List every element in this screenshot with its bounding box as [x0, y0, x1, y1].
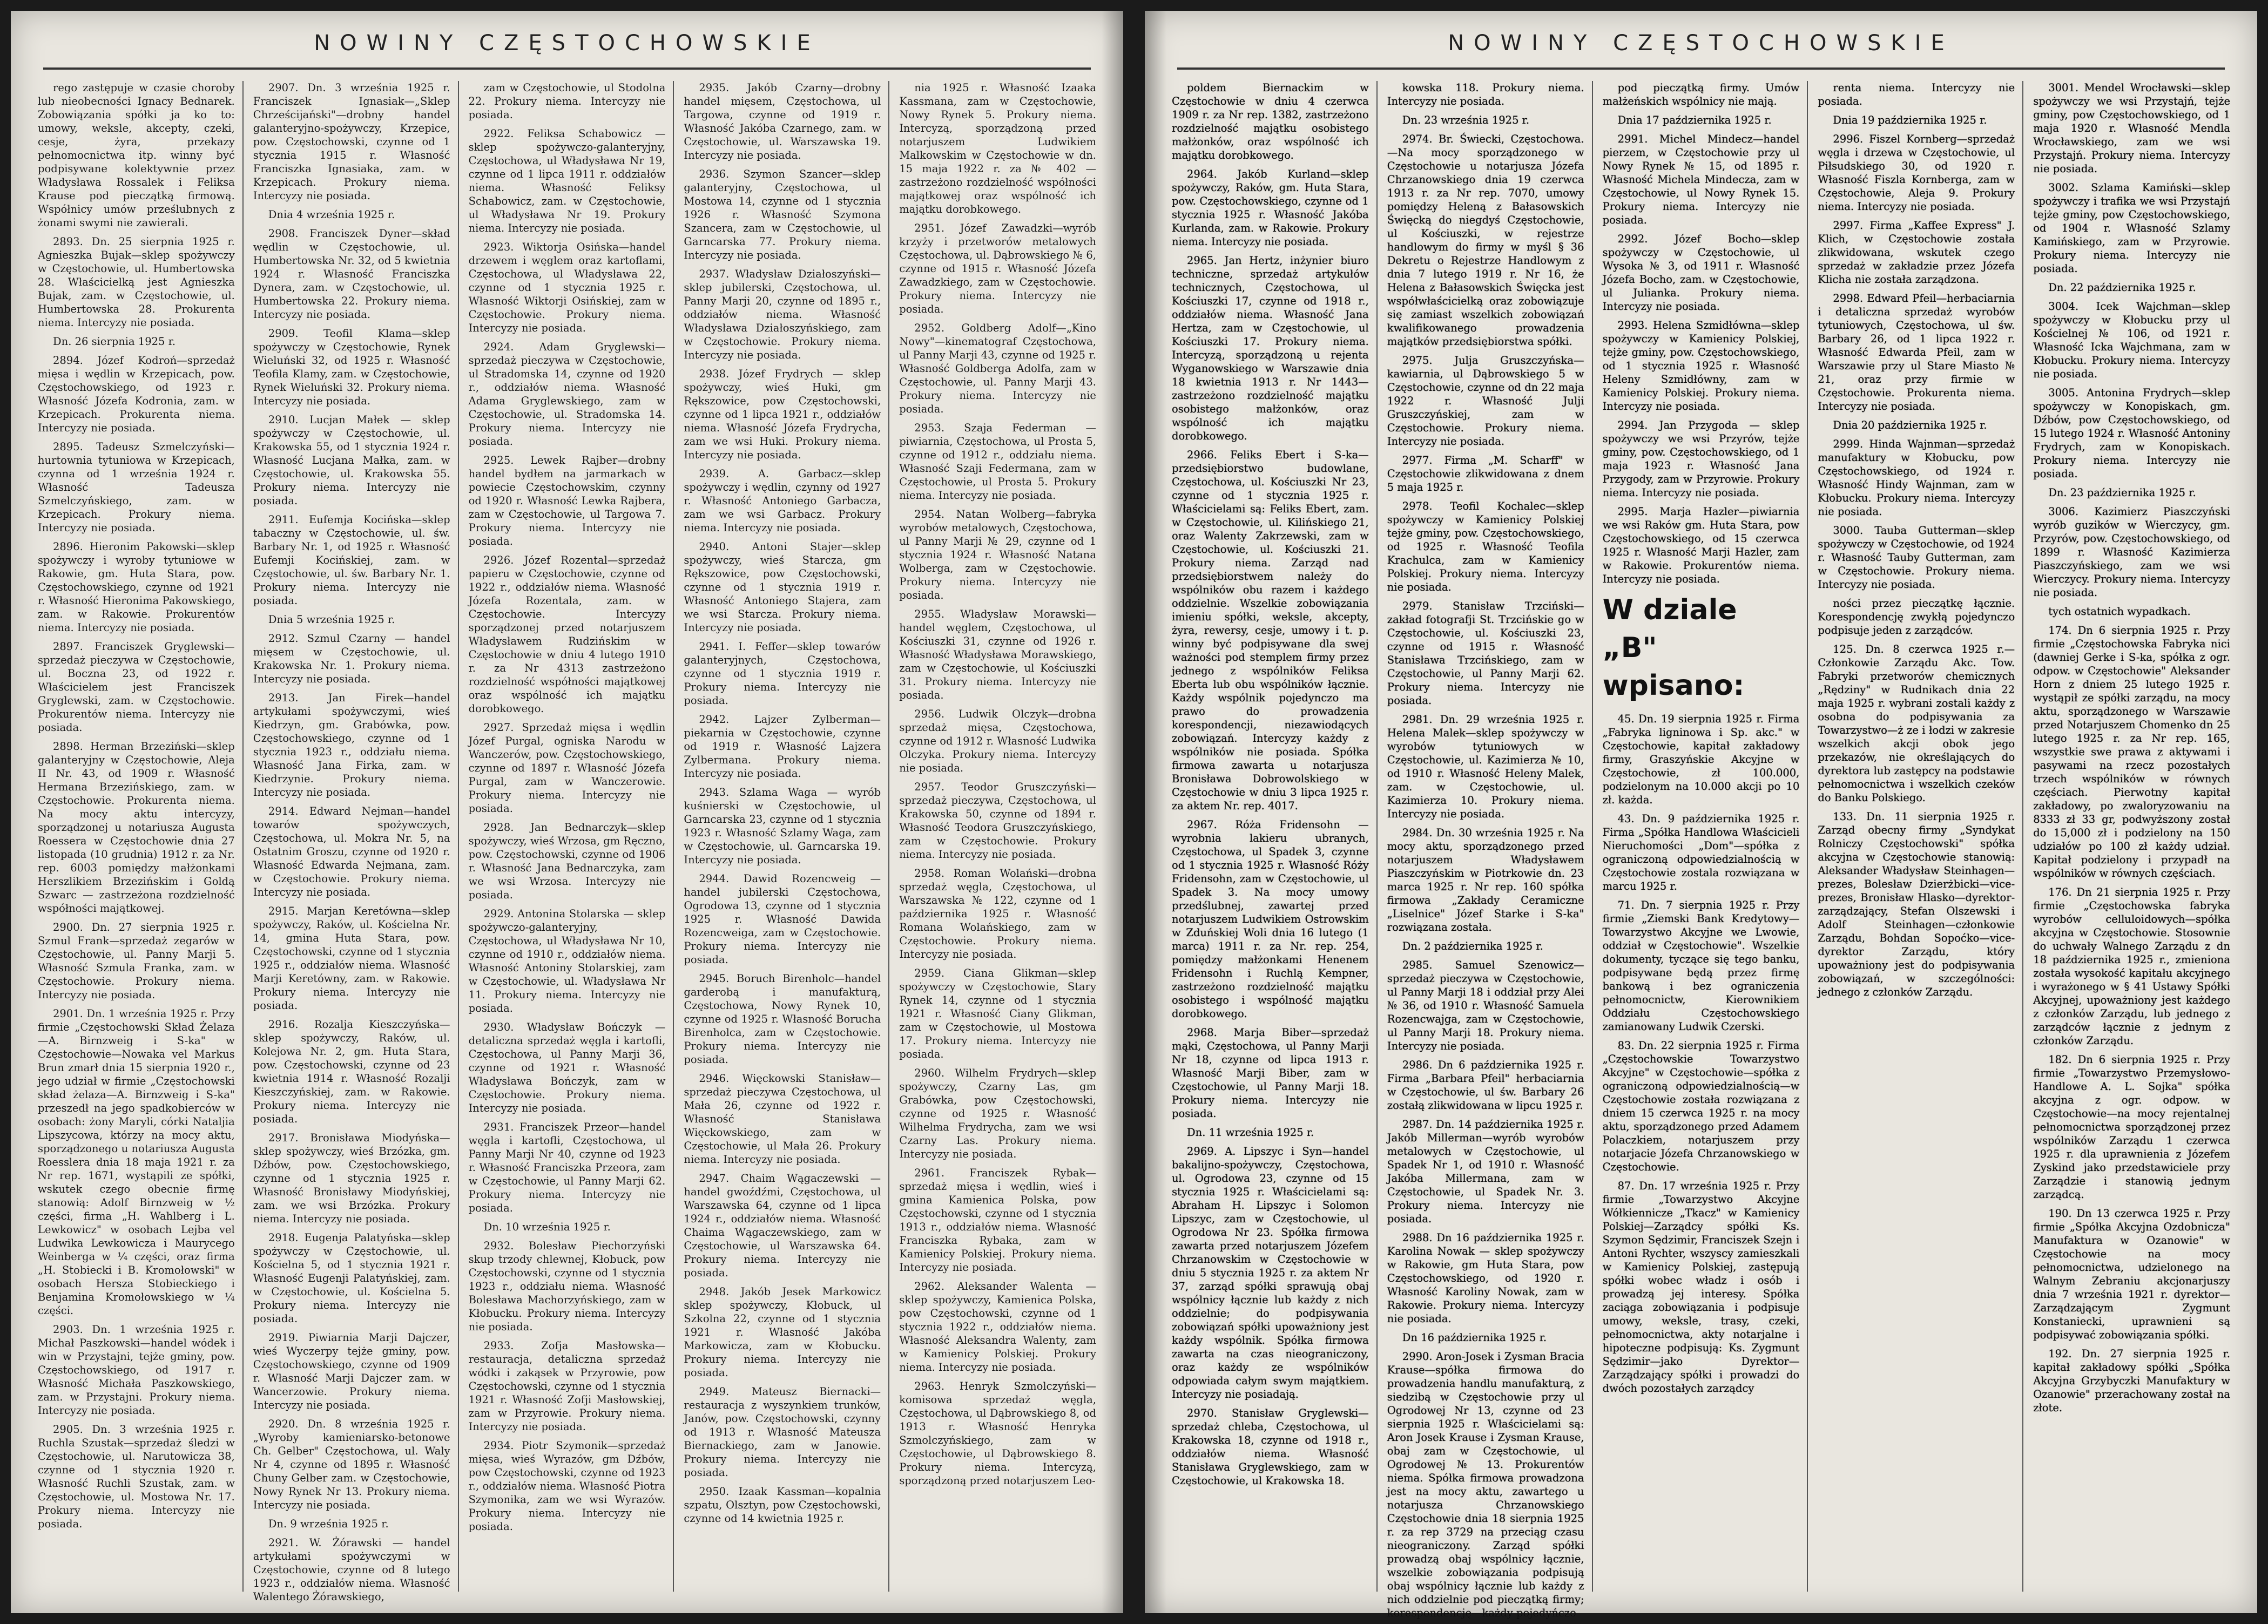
register-entry: 2996. Fiszel Kornberg—sprzedaż węgla i drzewa w Częstochowie, ul Piłsudskiego 30, od 1920 r. Własność Fiszla Kornberga, zam w Częstochowie, Aleja 9. Prokury niema. Intercyzy nie posiada. — [1818, 133, 2015, 213]
register-entry: 2953. Szaja Federman — piwiarnia, Częstochowa, ul Prosta 5, czynne od 1912 r., oddziału niema. Własność Szaji Federmana, zam w Częstochowie, ul Prosta 5. Prokury niema. Intercyzy nie posiada. — [899, 422, 1096, 502]
register-entry: Dn. 9 września 1925 r. — [268, 1518, 389, 1530]
register-entry: kowska 118. Prokury niema. Intercyzy nie posiada. — [1387, 82, 1584, 107]
register-entry: 2945. Boruch Birenholc—handel garderobą i manufakturą, Częstochowa, Nowy Rynek 10, czynne od 1925 r. Własność Borucha Birenholca, zam w Częstochowie. Prokury niema. Intercyzy nie posiada. — [684, 972, 881, 1066]
register-entry: 2921. W. Żórawski — handel artykułami spożywczymi w Częstochowie, czynne od 8 lutego 1923 r., oddziałów niema. Własność Walentego Żórawskiego, — [253, 1537, 450, 1603]
masthead-rule — [1177, 67, 2225, 70]
register-entry: 2954. Natan Wolberg—fabryka wyrobów metalowych, Częstochowa, ul Panny Marji № 29, czynne od 1 stycznia 1924 r. Własność Natana Wolberga, zam w Częstochowie. Prokury niema. Intercyzy nie posiada. — [899, 508, 1096, 601]
register-entry: 2988. Dn 16 października 1925 r. Karolina Nowak — sklep spożywczy w Rakowie, gm Huta Stara, pow Częstochowskiego, od 1920 r. Własność Karoliny Nowak, zam w Rakowie. Prokury niema. Intercyzy nie posiada. — [1387, 1231, 1584, 1325]
register-entry: Dnia 5 września 1925 r. — [268, 613, 395, 626]
register-entry: 2992. Józef Bocho—sklep spożywczy w Częstochowie, ul Wysoka № 3, od 1911 r. Własność Józefa Bocho, zam. w Częstochowie, ul Julianka. Prokury niema. Intercyzy nie posiada. — [1602, 233, 1800, 313]
register-entry: 2987. Dn. 14 października 1925 r. Jakób Millerman—wyrób wyrobów metalowych w Częstochowie, ul Spadek Nr 1, od 1910 r. Własność Jakóba Millermana, zam w Częstochowie, ul Spadek Nr. 3. Prokury niema. Intercyzy nie posiada. — [1387, 1118, 1584, 1225]
register-entry: 2998. Edward Pfeil—herbaciarnia i detaliczna sprzedaż wyrobów tytuniowych, Częstochowa, ul św. Barbary 26, od 1 lipca 1922 r. Własność Edwarda Pfeil, zam w Warszawie przy ul Stare Miasto № 21, oraz przy firmie w Częstochowie. Prokurenta niema. Intercyzy nie posiada. — [1818, 292, 2015, 412]
register-entry: 2948. Jakób Jesek Markowicz sklep spożywczy, Kłobuck, ul Szkolna 22, czynne od 1 stycznia 1921 r. Własność Jakóba Markowicza, zam w Kłobucku. Prokury niema. Intercyzy nie posiada. — [684, 1285, 881, 1379]
register-entry: 2964. Jakób Kurland—sklep spożywczy, Raków, gm. Huta Stara, pow. Częstochowskiego, czynne od 1 stycznia 1925 r. Własność Jakóba Kurlanda, zam. w Rakowie. Prokury niema. Intercyzy nie posiada. — [1172, 168, 1369, 248]
register-entry: 2934. Piotr Szymonik—sprzedaż mięsa, wieś Wyrazów, gm Dźbów, pow Częstochowski, czynne od 1923 r., oddziałów niema. Własność Piotra Szymonika, zam we wsi Wyrazów. Prokury niema. Intercyzy nie posiada. — [468, 1439, 666, 1533]
register-entry: pod pieczątką firmy. Umów małżeńskich wspólnicy nie mają. — [1602, 82, 1800, 107]
register-entry: 2907. Dn. 3 września 1925 r. Franciszek Ignasiak—„Sklep Chrześcijański"—drobny handel galanteryjno-spożywczy, Krzepice, pow. Częstochowski, czynne od 1 stycznia 1915 r. Własność Franciszka Ignasiaka, zam. w Krzepicach. Prokury niema. Intercyzy nie posiada. — [253, 82, 450, 202]
register-entry: 2924. Adam Gryglewski—sprzedaż pieczywa w Częstochowie, ul Stradomska 14, czynne od 1920 r., oddziałów niema. Własność Adama Gryglewskiego, zam w Częstochowie, ul. Stradomska 14. Prokury niema. Intercyzy nie posiada. — [468, 341, 666, 448]
register-entry: 2991. Michel Mindecz—handel pierzem, w Częstochowie przy ul Nowy Rynek № 15, od 1895 r. Własność Michela Mindecza, zam w Częstochowie, ul Nowy Rynek 15. Prokury niema. Intercyzy nie posiada. — [1602, 133, 1800, 226]
register-entry: 2994. Jan Przygoda — sklep spożywczy we wsi Przyrów, tejże gminy, pow. Częstochowskiego, od 1 maja 1923 r. Własność Jana Przygody, zam w Przyrowie. Prokury niema. Intercyzy nie posiada. — [1602, 419, 1800, 499]
register-entry: 2914. Edward Nejman—handel towarów spożywczych, Częstochowa, ul. Mokra Nr. 5, na Ostatnim Groszu, czynne od 1920 r. Własność Edwarda Nejmana, zam. w Częstochowie. Prokury niema. Intercyzy nie posiada. — [253, 805, 450, 898]
register-entry: rego zastępuje w czasie choroby lub nieobecności Ignacy Bednarek. Zobowiązania spółki ja ko to: umowy, weksle, akcepty, czeki, cesje, żyra, przekazy pełnomocnictwa itp. winny być podpisywane kolektywnie przez Władysława Rossalek i Feliksa Krause pod pieczątką firmową. Współnicy umów prześlubnych z żonami swymi nie zawierali. — [38, 82, 235, 229]
register-entry: 2925. Lewek Rajber—drobny handel bydłem na jarmarkach w powiecie Częstochowskim, czynny od 1920 r. Własność Lewka Rajbera, zam w Częstochowie, ul Targowa 7. Prokury niema. Intercyzy nie posiada. — [468, 454, 666, 547]
register-entry: 2911. Eufemja Kocińska—sklep tabaczny w Częstochowie, ul. św. Barbary Nr. 1, od 1925 r. Własność Eufemji Kocińskiej, zam. w Częstochowie, ul. św. Barbary Nr. 1. Prokury niema. Intercyzy nie posiada. — [253, 513, 450, 607]
register-entry: 2930. Władysław Bończyk — detaliczna sprzedaż węgla i kartofli, Częstochowa, ul Panny Marji 36, czynne od 1921 r. Własność Władysława Bończyk, zam w Częstochowie. Prokury niema. Intercyzy nie posiada. — [468, 1021, 666, 1114]
register-entry: 2955. Władysław Morawski—handel węglem, Częstochowa, ul Kościuszki 31, czynne od 1926 r. Własność Władysława Morawskiego, zam w Częstochowie, ul Kościuszki 31. Prokury niema. Intercyzy nie posiada. — [899, 608, 1096, 701]
register-entry: 2933. Zofja Masłowska—restauracja, detaliczna sprzedaż wódki i zakąsek w Przyrowie, pow Częstochowski, czynne od 1 stycznia 1921 r. Własność Zofji Masłowskiej, zam w Przyrowie. Prokury niema. Intercyzy nie posiada. — [468, 1339, 666, 1433]
register-entry: 2938. Józef Frydrych — sklep spożywczy, wieś Huki, gm Rększowice, pow Częstochowski, czynne od 1 lipca 1921 r., oddziałów niema. Własność Józefa Frydrycha, zam we wsi Huki. Prokury niema. Intercyzy nie posiada. — [684, 368, 881, 461]
register-entry: 192. Dn. 27 sierpnia 1925 r. kapitał zakładowy spółki „Spółka Akcyjna Grzybyczki Manufaktury w Ozanowie" przerachowany został na złote. — [2033, 1348, 2230, 1414]
register-entry: 2905. Dn. 3 września 1925 r. Ruchla Szustak—sprzedaż śledzi w Częstochowie, ul. Narutowicza 38, czynne od 1 stycznia 1920 r. Własność Ruchli Szustak, zam. w Częstochowie, ul. Mostowa Nr. 17. Prokury niema. Intercyzy nie posiada. — [38, 1423, 235, 1530]
register-entry: 2985. Samuel Szenowicz—sprzedaż pieczywa w Częstochowie, ul Panny Marji 18 i oddział przy Alei № 36, od 1910 r. Własność Samuela Rozencwajga, zam w Częstochowie, ul Panny Marji 18. Prokury niema. Intercyzy nie posiada. — [1387, 959, 1584, 1052]
register-entry: Dn. 23 września 1925 r. — [1402, 114, 1530, 126]
register-entry: 83. Dn. 22 sierpnia 1925 r. Firma „Częstochowskie Towarzystwo Akcyjne" w Częstochowie—spółka z ograniczoną odpowiedzialnością—w Częstochowie została rozwiązana z dniem 15 czerwca 1925 r. na mocy aktu, sporządzonego przed Adamem Polaczkiem, notarjuszem przy notarjacie Józefa Chrzanowskiego w Częstochowie. — [1602, 1039, 1800, 1173]
register-entry: 2903. Dn. 1 września 1925 r. Michał Paszkowski—handel wódek i win w Przystajni, tejże gminy, pow. Częstochowskiego, od 1917 r. Własność Michała Paszkowskiego, zam. w Przystajni. Prokury niema. Intercyzy nie posiada. — [38, 1323, 235, 1417]
register-entry: poldem Biernackim w Częstochowie w dniu 4 czerwca 1909 r. za Nr rep. 1382, zastrzeżono rozdzielność majątku osobistego małżonków, oraz wspólność ich majątku dorobkowego. — [1172, 82, 1369, 161]
register-entry: 2920. Dn. 8 września 1925 r. „Wyroby kamieniarsko-betonowe Ch. Gelber" Częstochowa, ul. Waly Nr 4, czynne od 1895 r. Własność Chuny Gelber zam. w Częstochowie, Nowy Rynek Nr 13. Prokury niema. Intercyzy nie posiada. — [253, 1418, 450, 1511]
register-entry: 2910. Lucjan Małek — sklep spożywczy w Częstochowie, ul. Krakowska 55, od 1 stycznia 1924 r. Własność Lucjana Małka, zam. w Częstochowie, ul. Krakowska 55. Prokury niema. Intercyzy nie posiada. — [253, 414, 450, 507]
register-entry: 2986. Dn 6 października 1925 r. Firma „Barbara Pfeil" herbaciarnia w Częstochowie, ul św. Barbary 26 zostałą zlikwidowana w lipcu 1925 r. — [1387, 1059, 1584, 1112]
register-entry: 2995. Marja Hazler—piwiarnia we wsi Raków gm. Huta Stara, pow Częstochowskiego, od 15 czerwca 1925 r. Własność Marji Hazler, zam w Rakowie. Prokurentów niema. Intercyzy nie posiada. — [1602, 505, 1800, 585]
register-entry: 2932. Bolesław Piechorzyński skup trzody chlewnej, Kłobuck, pow Częstochowski, czynne od 1 stycznia 1923 r., oddziału niema. Własność Bolesława Machorzyńskiego, zam w Kłobucku. Prokury niema. Intercyzy nie posiada. — [468, 1240, 666, 1333]
register-entry: 2946. Więckowski Stanisław—sprzedaż pieczywa Częstochowa, ul Mała 26, czynne od 1922 r. Własność Stanisława Więckowskiego, zam w Częstochowie, ul Mała 26. Prokury niema. Intercyzy nie posiada. — [684, 1072, 881, 1166]
register-entry: Dn. 26 sierpnia 1925 r. — [53, 335, 176, 348]
register-entry: 2975. Julja Gruszczyńska—kawiarnia, ul Dąbrowskiego 5 w Częstochowie, czynne od dn 22 maja 1922 r. Własność Julji Gruszczyńskiej, zam w Częstochowie. Prokury niema. Intercyzy nie posiada. — [1387, 354, 1584, 448]
register-entry: 2957. Teodor Gruszczyński—sprzedaż pieczywa, Częstochowa, ul Krakowska 50, czynne od 1894 r. Własność Teodora Gruszczyńskiego, zam w Częstochowie. Prokury niema. Intercyzy nie posiada. — [899, 781, 1096, 861]
register-entry: 2997. Firma „Kaffee Express" J. Klich, w Częstochowie została zlikwidowana, wskutek czego sprzedaż w zakładzie przez Józefa Klicha nie została zarządzona. — [1818, 219, 2015, 286]
register-entry: 2893. Dn. 25 sierpnia 1925 r. Agnieszka Bujak—sklep spożywczy w Częstochowie, ul. Humbertowska 28. Właścicielką jest Agnieszka Bujak, zam. w Częstochowie, ul. Humbertowska 28. Prokurenta niema. Intercyzy nie posiada. — [38, 235, 235, 329]
register-entry: 2965. Jan Hertz, inżynier biuro techniczne, sprzedaż artykułów technicznych, Częstochowa, ul Kościuszki 17, czynne od 1918 r., oddziałów niema. Własność Jana Hertza, zam w Częstochowie, ul Kościuszki 17. Prokury niema. Intercyzą, sporządzoną u rejenta Wyganowskiego w Warszawie dnia 18 kwietnia 1913 r. Nr 1443—zastrzeżono rozdzielność majątku osobistego małżonków, oraz wspólność ich majątku dorobkowego. — [1172, 254, 1369, 442]
register-entry: 2895. Tadeusz Szmelczyński—hurtownia tytuniowa w Krzepicach, czynna od 1 września 1924 r. Własność Tadeusza Szmelczyńskiego, zam. w Krzepicach. Prokury niema. Intercyzy nie posiada. — [38, 441, 235, 534]
register-entry: 2944. Dawid Rozencweig — handel jubilerski Częstochowa, Ogrodowa 13, czynne od 1 stycznia 1925 r. Własność Dawida Rozencweiga, zam w Częstochowie. Prokury niema. Intercyzy nie posiada. — [684, 872, 881, 966]
register-entry: 3004. Icek Wajchman—sklep spożywczy w Kłobucku przy ul Kościelnej № 106, od 1921 r. Własność Icka Wajchmana, zam w Kłobucku. Prokury niema. Intercyzy nie posiada. — [2033, 300, 2230, 380]
column-group — [38, 81, 1096, 1603]
masthead: NOWINY CZĘSTOCHOWSKIE — [314, 31, 820, 56]
register-entry: 2981. Dn. 29 września 1925 r. Helena Malek—sklep spożywczy w wyrobów tytuniowych w Częstochowie, ul. Kazimierza № 10, od 1910 r. Własność Heleny Malek, zam. w Częstochowie, ul. Kazimierza 10. Prokury niema. Intercyzy nie posiada. — [1387, 713, 1584, 820]
register-entry: 2962. Aleksander Walenta — sklep spożywczy, Kamienica Polska, pow Częstochowski, czynne od 1 stycznia 1922 r., oddziałów niema. Własność Aleksandra Walenty, zam w Kamienicy Polskiej. Prokury niema. Intercyzy nie posiada. — [899, 1280, 1096, 1373]
column — [469, 81, 674, 1592]
register-entry: 2901. Dn. 1 września 1925 r. Przy firmie „Częstochowski Skład Żelaza—A. Birnzweig i S-ka" w Częstochowie—Nowaka vel Markus Brun zmarł dnia 15 sierpnia 1920 r., jego udział w firmie „Częstochowski skład żelaza—A. Birnzweig i S-ka" przeszedł na jego spadkobierców w osobach: żony Maryli, córki Nataljia Lipszycowa, którzy na mocy aktu, sporządzonego u notariusza Augusta Roesslera dnia 18 maja 1921 r. za Nr rep. 1671, wystąpili ze spółki, wskutek czego obecnie firmę stanowią: Adolf Birnzweig w ½ części, firma „H. Wahlberg i L. Lewkowicz" w osobach Lejba vel Ludwika Lewkowicza i Maurycego Weinberga w ¼ części, oraz firma „H. Stobiecki i B. Kromołowski" w osobach Hersza Stobieckiego i Benjamina Kromołowskiego w ¼ części. — [38, 1007, 235, 1317]
register-entry: 2963. Henryk Szmolczyński—komisowa sprzedaż węgla, Częstochowa, ul Dąbrowskiego 8, od 1913 r. Własność Henryka Szmolczyńskiego, zam w Częstochowie, ul Dąbrowskiego 8. Prokury niema. Intercyzą, sporządzoną przed notarjuszem Leo- — [899, 1380, 1096, 1487]
register-entry: Dn 16 października 1925 r. — [1402, 1331, 1547, 1344]
register-entry: 71. Dn. 7 sierpnia 1925 r. Przy firmie „Ziemski Bank Kredytowy—Towarzystwo Akcyjne we Lwowie, oddział w Częstochowie". Wszelkie dokumenty, tyczące się tego banku, podpisywane będą przez firmę bankową i bez ograniczenia pełnomocnictw, Kierownikiem Oddziału Częstochowskiego zamianowany Ludwik Czerski. — [1602, 899, 1800, 1033]
register-entry: 43. Dn. 9 października 1925 r. Firma „Spółka Handlowa Właścicieli Nieruchomości „Dom"—spółka z ograniczoną odpowiedzialnością w Częstochowie zostala rozwiązana w marcu 1925 r. — [1602, 813, 1800, 892]
register-entry: Dnia 20 października 1925 r. — [1833, 419, 1987, 431]
register-entry: 2915. Marjan Keretówna—sklep spożywczy, Raków, ul. Kościelna Nr. 14, gmina Huta Stara, pow. Częstochowski, czynne od 1 stycznia 1925 r., oddziałów niema. Własność Marji Keretówny, zam. w Rakowie. Prokury niema. Intercyzy nie posiada. — [253, 905, 450, 1012]
register-entry: nia 1925 r. Własność Izaaka Kassmana, zam w Częstochowie, Nowy Rynek 5. Prokury niema. Intercyzą, sporządzoną przed notarjuszem Ludwikiem Malkowskim w Częstochowie w dn. 15 maja 1922 r. za № 402 — zastrzeżono rozdzielność współności majątkowej oraz wspólność ich majątku dorobkowego. — [899, 82, 1096, 215]
register-entry: 176. Dn 21 sierpnia 1925 r. Przy firmie „Częstochowska fabryka wyrobów celluloidowych—spółka akcyjna w Częstochowie. Stosownie do uchwały Walnego Zarządu z dn 18 października 1925 r., zmieniona została wysokość kapitału akcyjnego i wyrażonego w § 41 Ustawy Spółki Akcyjnej, upoważniony jest każdego z członków Zarządu, lub jednego z zarządców łącznie z jednym z członków Zarządu. — [2033, 886, 2230, 1047]
register-entry: 2966. Feliks Ebert i S-ka—przedsiębiorstwo budowlane, Częstochowa, ul. Kościuszki Nr 23, czynne od 1 stycznia 1925 r. Właścicielami są: Feliks Ebert, zam. w Częstochowie, ul. Kilińskiego 21, oraz Walenty Zakrzewski, zam w Częstochowie, ul. Kościuszki 21. Prokury niema. Zarząd nad przedsiębiorstwem należy do wspólników obu razem i każdego oddzielnie. Wszelkie zobowiązania imieniu spółki, weksle, akcepty, żyra, rewersy, cesje, umowy i t. p. winny być podpisywane dla swej ważności pod stemplem firmy przez jednego z wspólników Feliksa Eberta lub obu wspólników łącznie. Każdy wspólnik pojedynczo ma prawo do prowadzenia korespondencji, niezawiodących zobowiązań. Intercyzy każdy z wspólników nie posiada. Spółka firmowa zawarta u notarjusza Bronisława Dobrowolskiego w Częstochowie w dniu 3 lipca 1925 r. za aktem Nr. rep. 4017. — [1172, 449, 1369, 812]
register-entry: 2896. Hieronim Pakowski—sklep spożywczy i wyroby tytuniowe w Rakowie, gm. Huta Stara, pow. Częstochowskiego, czynne od 1921 r. Własność Hieronima Pakowskiego, zam. w Rakowie. Prokurentów niema. Intercyzy nie posiada. — [38, 540, 235, 634]
register-entry: Dn. 23 października 1925 r. — [2048, 486, 2196, 499]
register-entry: 2961. Franciszek Rybak—sprzedaż mięsa i wędlin, wieś i gmina Kamienica Polska, pow Częstochowski, czynne od 1 stycznia 1913 r., oddziałów niema. Własność Franciszka Rybaka, zam w Kamienicy Polskiej. Prokury niema. Intercyzy nie posiada. — [899, 1167, 1096, 1274]
page-shadow — [1145, 11, 1166, 1613]
register-entry: 2919. Piwiarnia Marji Dajczer, wieś Wyczerpy tejże gminy, pow. Częstochowskiego, czynne od 1909 r. Własność Marji Dajczer zam. w Wancerzowie. Prokury niema. Intercyzy nie posiada. — [253, 1331, 450, 1411]
register-entry: 2977. Firma „M. Scharff" w Częstochowie zlikwidowana z dnem 5 maja 1925 r. — [1387, 454, 1584, 493]
register-entry: 125. Dn. 8 czerwca 1925 r.—Członkowie Zarządu Akc. Tow. Fabryki przetworów chemicznych „Rędziny" w Rudnikach dnia 22 maja 1925 r. wybrani zostali każdy z osobna do podpisywania za Towarzystwo—ż ze i łodzi w zakresie wszelkich akcji obok jego przekazów, nie określających do dyrektora lub zastępcy na podstawie pełnomocnictwa i wszelkich czeków do Banku Polskiego. — [1818, 643, 2015, 804]
register-entry: 2936. Szymon Szancer—sklep galanteryjny, Częstochowa, ul Mostowa 14, czynne od 1 stycznia 1926 r. Własność Szymona Szancera, zam w Częstochowie, ul Garncarska 77. Prokury niema. Intercyzy nie posiada. — [684, 168, 881, 261]
register-entry: 2974. Br. Świecki, Częstochowa.—Na mocy sporządzonego w Częstochowie u notarjusza Józefa Chrzanowskiego dnia 19 czerwca 1913 r. za Nr rep. 7070, umowy pomiędzy Heleną z Bałasowskich Święcką do niegdyś Częstochowie, ul Kościuszki, w rejestrze handlowym do firmy w myśl § 36 Dekretu o Rejestrze Handlowym z dnia 7 lutego 1919 r. Nr 16, że Helena z Bałasowskich Święcka jest współwłaścicielką oraz zobowiązuje się zamiast wszelkich zobowiązań kwalifikowanego prowadzenia majątków przedsiębiorstwa spółki. — [1387, 133, 1584, 348]
register-entry: 2939. A. Garbacz—sklep spożywczy i wędlin, czynny od 1927 r. Własność Antoniego Garbacza, zam we wsi Garbacz. Prokury niema. Intercyzy nie posiada. — [684, 468, 881, 534]
register-entry: 2927. Sprzedaż mięsa i wędlin Józef Purgal, ogniska Narodu w Wanczerów, pow. Częstochowskiego, czynne od 1897 r. Własność Józefa Purgal, zam w Wanczerowie. Prokury niema. Intercyzy nie posiada. — [468, 721, 666, 815]
register-entry: 2999. Hinda Wajnman—sprzedaż manufaktury w Kłobucku, pow Częstochowskiego, od 1924 r. Własność Hindy Wajnman, zam w Kłobucku. Prokury niema. Intercyzy nie posiada. — [1818, 438, 2015, 518]
register-entry: 2960. Wilhelm Frydrych—sklep spożywczy, Czarny Las, gm Grabówka, pow Częstochowski, czynne od 1925 r. Własność Wilhelma Frydrycha, zam we wsi Czarny Las. Prokury niema. Intercyzy nie posiada. — [899, 1067, 1096, 1160]
register-entry: 2923. Wiktorja Osińska—handel drzewem i węglem oraz kartoflami, Częstochowa, ul Władysława 22, czynne od 1 stycznia 1925 r. Własność Wiktorji Osińskiej, zam w Częstochowie. Prokury niema. Intercyzy nie posiada. — [468, 241, 666, 334]
register-entry: 3000. Tauba Gutterman—sklep spożywczy w Częstochowie, od 1924 r. Własność Tauby Gutterman, zam w Częstochowie. Prokury niema. Intercyzy nie posiada. — [1818, 524, 2015, 591]
register-entry: 2935. Jakób Czarny—drobny handel mięsem, Częstochowa, ul Targowa, czynne od 1919 r. Własność Jakóba Czarnego, zam. w Częstochowie, ul. Warszawska 19. Intercyzy nie posiada. — [684, 82, 881, 161]
register-entry: 2947. Chaim Wągaczewski — handel gwoźdźmi, Częstochowa, ul Warszawska 64, czynne od 1 lipca 1924 r., oddziałów niema. Własność Chaima Wągaczewskiego, zam w Częstochowie, ul Warszawska 64. Prokury niema. Intercyzy nie posiada. — [684, 1172, 881, 1279]
register-entry: Dn. 11 września 1925 r. — [1187, 1126, 1314, 1139]
register-entry: 2917. Bronisława Miodyńska—sklep spożywczy, wieś Brzózka, gm. Dźbów, pow. Częstochowskiego, czynne od 1 stycznia 1925 r. Własność Bronisławy Miodyńskiej, zam. we wsi Brzózka. Prokury niema. Intercyzy nie posiada. — [253, 1132, 450, 1225]
newspaper-page-right — [1145, 11, 2257, 1619]
register-entry: Dnia 17 października 1925 r. — [1617, 114, 1772, 126]
register-entry: 2922. Feliksa Schabowicz — sklep spożywczo-galanteryjny, Częstochowa, ul Władysława Nr 19, czynne od 1 lipca 1911 r. oddziałów niema. Własność Feliksy Schabowicz, zam. w Częstochowie, ul Władysława Nr 19. Prokury niema. Intercyzy nie posiada. — [468, 127, 666, 234]
register-entry: 190. Dn 13 czerwca 1925 r. Przy firmie „Spółka Akcyjna Ozdobnicza" Manufaktura w Ozanowie" w Częstochowie na mocy pełnomocnictwa, udzielonego na Walnym Zebraniu akcjonarjuszy dnia 7 września 1921 r. dyrektor—Zarządzającym Zygmunt Konstaniecki, uprawnieni są podpisywać zobowiązania spółki. — [2033, 1207, 2230, 1341]
column — [1387, 81, 1593, 1619]
register-entry: 174. Dn 6 sierpnia 1925 r. Przy firmie „Częstochowska Fabryka nici (dawniej Gerke i S-ka, spółka z ogr. odpow. w Częstochowie" Aleksander Horn z dniem 25 lutego 1925 r. wystąpił ze spółki zarządu, na mocy aktu, sporządzonego w Warszawie przed Notarjuszem Chomenko dn 25 lutego 1925 r. za Nr rep. 165, wszystkie swe prawa z aktywami i pasywami na rzecz pozostałych trzech wspólników w równych częściach. Pierwotny kapitał zakładowy, po zwaloryzowaniu na 8333 zł 33 gr, podwyższony został do 15,000 zł i podzielony na 150 udziałów po 100 zł każdy udział. Kapitał podzielony i przypadł na wspólników w równych częściach. — [2033, 624, 2230, 879]
register-entry: 133. Dn. 11 sierpnia 1925 r. Zarząd obecny firmy „Syndykat Rolniczy Częstochowski" spółka akcyjna w Częstochowie stanowią: Aleksander Władysław Steinhagen—prezes, Bolesław Dzierżbicki—vice-prezes, Bronisław Hlasko—dyrektor-zarządzający, Stefan Olszewski i Adolf Steinhagen—członkowie Zarządu, Bohdan Sopoćko—vice-dyrektor Zarządu, który upoważniony jest do podpisywania zobowiązań, w szczególności: jednego z członków Zarządu. — [1818, 810, 2015, 998]
column — [1172, 81, 1378, 1592]
register-entry: 3001. Mendel Wrocławski—sklep spożywczy we wsi Przystajń, tejże gminy, pow Częstochowskiego, od 1 maja 1920 r. Własność Mendla Wrocławskiego, zam we wsi Przystajń. Prokury niema. Intercyzy nie posiada. — [2033, 82, 2230, 175]
register-entry: 2918. Eugenja Palatyńska—sklep spożywczy w Częstochowie, ul. Kościelna 5, od 1 stycznia 1921 r. Własność Eugenji Palatyńskiej, zam. w Częstochowie, ul. Kościelna 5. Prokury niema. Intercyzy nie posiada. — [253, 1231, 450, 1325]
register-entry: 2909. Teofil Klama—sklep spożywczy w Częstochowie, Rynek Wieluński 32, od 1925 r. Własność Teofila Klamy, zam. w Częstochowie, Rynek Wieluński 32. Prokury niema. Intercyzy nie posiada. — [253, 327, 450, 407]
register-entry: Dnia 4 września 1925 r. — [268, 208, 395, 221]
register-entry: 2951. Józef Zawadzki—wyrób krzyży i przetworów metalowych Częstochowa, ul. Dąbrowskiego № 6, czynne od 1915 r. Własność Józefa Zawadzkiego, zam w Częstochowie. Prokury niema. Intercyzy nie posiada. — [899, 222, 1096, 315]
section-heading: W dziale „B" wpisano: — [1602, 594, 1745, 702]
register-entry: 2894. Józef Kodroń—sprzedaż mięsa i wędlin w Krzepicach, pow. Częstochowskiego, od 1923 r. Własność Józefa Kodronia, zam. w Krzepicach. Prokurenta niema. Intercyzy nie posiada. — [38, 354, 235, 434]
register-entry: 2970. Stanisław Gryglewski—sprzedaż chleba, Częstochowa, ul Krakowska 18, czynne od 1918 r., oddziałów niema. Własność Stanisława Gryglewskiego, zam w Częstochowie, ul Krakowska 18. — [1172, 1407, 1369, 1487]
register-entry: 2931. Franciszek Przeor—handel węgla i kartofli, Częstochowa, ul Panny Marji Nr 40, czynne od 1923 r. Własność Franciszka Przeora, zam w Częstochowie, ul Panny Marji 62. Prokury niema. Intercyzy nie posiada. — [468, 1121, 666, 1214]
column — [899, 81, 1096, 1592]
register-entry: 2950. Izaak Kassman—kopalnia szpatu, Olsztyn, pow Częstochowski, czynne od 14 kwietnia 1925 r. — [684, 1485, 881, 1525]
register-entry: 2898. Herman Brzeziński—sklep galanteryjny w Częstochowie, Aleja II Nr. 43, od 1909 r. Własność Hermana Brzezińskiego, zam. w Częstochowie. Prokurenta niema. Na mocy aktu intercyzy, sporządzonej u notariusza Augusta Roessera w Częstochowie dnia 27 listopada (10 grudnia) 1912 r. za Nr. rep. 6003 pomiędzy małżonkami Herszlikiem Brzezińskim i Goldą Szwarc — zastrzeżona rozdzielność współności majątkowej. — [38, 740, 235, 915]
column — [38, 81, 244, 1592]
register-entry: 2912. Szmul Czarny — handel mięsem w Częstochowie, ul. Krakowska Nr. 1. Prokury niema. Intercyzy nie posiada. — [253, 632, 450, 685]
register-entry: 87. Dn. 17 września 1925 r. Przy firmie „Towarzystwo Akcyjne Wółkiennicze „Tkacz" w Kamienicy Polskiej—Zarządcy spółki Ks. Szymon Sędzimir, Franciszek Szejn i Antoni Rychter, wszyscy zamieszkali w Kamienicy Polskiej, zastępują spółki wobec władz i osób i prowadzą jej interesy. Spółka zaciąga zobowiązania i podpisuje umowy, weksle, trasy, czeki, pełnomocnictwa, akty notarjalne i hipoteczne podpisują: Ks. Zygmunt Sędzimir—jako Dyrektor—Zarządzający spółki i prowadzi do dwóch pozostałych zarządcy — [1602, 1180, 1800, 1395]
page-shadow — [1102, 11, 1123, 1613]
register-entry: 2968. Marja Biber—sprzedaż mąki, Częstochowa, ul Panny Marji Nr 18, czynne od lipca 1913 r. Własność Marji Biber, zam w Częstochowie, ul Panny Marji 18. Prokury niema. Intercyzy nie posiada. — [1172, 1026, 1369, 1120]
register-entry: zam w Częstochowie, ul Stodolna 22. Prokury niema. Intercyzy nie posiada. — [468, 82, 666, 121]
register-entry: Dn. 22 października 1925 r. — [2048, 281, 2196, 294]
register-entry: 2949. Mateusz Biernacki—restauracja z wyszynkiem trunków, Janów, pow. Częstochowski, czynny od 1913 r. Własność Mateusza Biernackiego, zam w Janowie. Prokury niema. Intercyzy nie posiada. — [684, 1385, 881, 1479]
register-entry: 2928. Jan Bednarczyk—sklep spożywczy, wieś Wrzosa, gm Ręczno, pow. Częstochowski, czynne od 1906 r. Własność Jana Bednarczyka, zam we wsi Wrzosa. Intercyzy nie posiada. — [468, 821, 666, 901]
register-entry: 3005. Antonina Frydrych—sklep spożywczy w Konopiskach, gm. Dźbów, pow Częstochowskiego, od 15 lutego 1924 r. Własność Antoniny Frydrych, zam w Konopiskach. Prokury niema. Intercyzy nie posiada. — [2033, 387, 2230, 480]
register-entry: 2967. Róża Fridensohn — wyrobnia lakieru ubranych, Częstochowa, ul Spadek 3, czynne od 1 stycznia 1925 r. Własność Róży Fridensohn, zam w Częstochowie, ul Spadek 3. Na mocy umowy przedślubnej, zawartej przed notarjuszem Ludwikiem Ostrowskim w Zduńskiej Woli dnia 16 lutego (1 marca) 1911 r. za Nr. rep. 254, pomiędzy małżonkami Henenem Fridensohn i Ruchlą Kempner, zastrzeżono rozdzielność majątku osobistego i wspólność majątku dorobkowego. — [1172, 818, 1369, 1020]
column — [2033, 81, 2230, 1592]
register-entry: 2942. Lajzer Zylberman—piekarnia w Częstochowie, czynne od 1919 r. Własność Lajzera Zylbermana. Prokury niema. Intercyzy nie posiada. — [684, 713, 881, 780]
register-entry: 45. Dn. 19 sierpnia 1925 r. Firma „Fabryka ligninowa i Sp. akc." w Częstochowie, kapitał zakładowy firmy, Graszyńskie Akcyjne w Częstochowie, zł 100.000, podzielonym na 10.000 akcji po 10 zł. każda. — [1602, 713, 1800, 806]
register-entry: 2979. Stanisław Trzciński—zakład fotografji St. Trzcińskie go w Częstochowie, ul. Kościuszki 23, czynne od 1915 r. Własność Stanisława Trzcińskiego, zam w Częstochowie, ul Panny Marji 62. Prokury niema. Intercyzy nie posiada. — [1387, 600, 1584, 707]
register-entry: 2941. I. Feffer—sklep towarów galanteryjnych, Częstochowa, czynne od 1 stycznia 1919 r. Prokury niema. Intercyzy nie posiada. — [684, 640, 881, 707]
column-group — [1172, 81, 2230, 1619]
column — [253, 81, 459, 1603]
register-entry: 2929. Antonina Stolarska — sklep spożywczo-galanteryjny, Częstochowa, ul Władysława Nr 10, czynne od 1910 r., oddziałów niema. Własność Antoniny Stolarskiej, zam w Częstochowie, ul. Władysława Nr 11. Prokury niema. Intercyzy nie posiada. — [468, 908, 666, 1014]
register-entry: 2900. Dn. 27 sierpnia 1925 r. Szmul Frank—sprzedaż zegarów w Częstochowie, ul. Panny Marji 5. Własność Szmula Franka, zam. w Częstochowie. Prokury niema. Intercyzy nie posiada. — [38, 921, 235, 1001]
register-entry: Dnia 19 października 1925 r. — [1833, 114, 1987, 126]
register-entry: Dn. 2 października 1925 r. — [1402, 940, 1543, 952]
register-entry: 2937. Władysław Działoszyński—sklep jubilerski, Częstochowa, ul. Panny Marji 20, czynne od 1895 r., oddziałów niema. Własność Władysława Działoszyńskiego, zam w Częstochowie. Prokury niema. Intercyzy nie posiada. — [684, 268, 881, 361]
register-entry: 2940. Antoni Stajer—sklep spożywczy, wieś Starcza, gm Rększowice, pow Częstochowski, czynne od 1 stycznia 1919 r. Własność Antoniego Stajera, zam we wsi Starcza. Prokury niema. Intercyzy nie posiada. — [684, 540, 881, 634]
column — [1603, 81, 1808, 1592]
register-entry: 2978. Teofil Kochalec—sklep spożywczy w Kamienicy Polskiej tejże gminy, pow. Częstochowskiego, od 1925 r. Własność Teofila Krachulca, zam w Kamienicy Polskiej. Prokury niema. Intercyzy nie posiada. — [1387, 500, 1584, 593]
register-entry: tych ostatnich wypadkach. — [2048, 605, 2191, 618]
register-entry: renta niema. Intercyzy nie posiada. — [1818, 82, 2015, 107]
column — [684, 81, 889, 1592]
register-entry: 2969. A. Lipszyc i Syn—handel bakalijno-spożywczy, Częstochowa, ul. Ogrodowa 23, czynne od 15 stycznia 1925 r. Właścicielami są: Abraham H. Lipszyc i Solomon Lipszyc, zam w Częstochowie, ul Ogrodowa Nr 23. Spółka firmowa zawarta przed notarjuszem Józefem Chrzanowskim w Częstochowie w dniu 5 stycznia 1925 r. za aktem Nr 37, zarząd spółki sprawują obaj wspólnicy łącznie lub każdy z nich oddzielnie; do podpisywania zobowiązań spółki upoważniony jest każdy wspólnik. Spółka firmowa zawarta na czas nieograniczony, oraz każdy ze wspólników odpowiada całym swym majątkiem. Intercyzy nie posiadają. — [1172, 1145, 1369, 1400]
register-entry: 3002. Szlama Kamiński—sklep spożywczy i trafika we wsi Przystajń tejże gminy, pow Częstochowskiego, od 1904 r. Własność Szlamy Kamińskiego, zam w Przyrowie. Prokury niema. Intercyzy nie posiada. — [2033, 181, 2230, 275]
masthead-rule — [43, 67, 1091, 70]
column — [1818, 81, 2023, 1592]
register-entry: 2926. Józef Rozental—sprzedaż papieru w Częstochowie, czynne od 1922 r., oddziałów niema. Własność Józefa Rozentala, zam. w Częstochowie. Intercyzy sporządzonej przed notarjuszem Władysławem Rudzińskim w Częstochowie w dniu 4 lutego 1910 r. za Nr 4313 zastrzeżono rozdzielność współności majątkowej oraz wspólność ich majątku dorobkowego. — [468, 554, 666, 715]
register-entry: 2984. Dn. 30 września 1925 r. Na mocy aktu, sporządzonego przed notarjuszem Władysławem Piaszczyńskim w Piotrkowie dn. 23 marca 1925 r. Nr rep. 160 spółka firmowa „Zakłady Ceramiczne „Liselnice" Józef Starke i S-ka" rozwiązana została. — [1387, 827, 1584, 933]
register-entry: 2956. Ludwik Olczyk—drobna sprzedaż mięsa, Częstochowa, czynne od 1912 r. Własność Ludwika Olczyka. Prokury niema. Intercyzy nie posiada. — [899, 708, 1096, 774]
register-entry: 2993. Helena Szmidłówna—sklep spożywczy w Kamienicy Polskiej, tejże gminy, pow. Częstochowskiego, od 1 stycznia 1925 r. Własność Heleny Szmidłówny, zam w Kamienicy Polskiej. Prokury niema. Intercyzy nie posiada. — [1602, 319, 1800, 412]
register-entry: 182. Dn 6 sierpnia 1925 r. Przy firmie „Towarzystwo Przemysłowo-Handlowe A. L. Sojka" spółka akcyjna z ogr. odpow. w Częstochowie—na mocy rejentalnej pełnomocnictwa sporządzonej przez wspólników Zarządu 1 czerwca 1925 r. dla uprawnienia z Józefem Zyskind jako przedstawiciele przy Zarządzie i stanowią jednym zarządcą. — [2033, 1053, 2230, 1201]
register-entry: Dn. 10 września 1925 r. — [483, 1221, 611, 1233]
register-entry: 2916. Rozalja Kieszczyńska—sklep spożywczy, Raków, ul. Kolejowa Nr. 2, gm. Huta Stara, pow. Częstochowski, czynne od 23 kwietnia 1914 r. Własność Rozalji Kieszczyńskiej, zam. w Rakowie. Prokury niema. Intercyzy nie posiada. — [253, 1018, 450, 1125]
register-entry: 2897. Franciszek Gryglewski—sprzedaż pieczywa w Częstochowie, ul. Boczna 23, od 1922 r. Właścicielem jest Franciszek Gryglewski, zam. w Częstochowie. Prokurentów niema. Intercyzy nie posiada. — [38, 640, 235, 734]
register-entry: 2908. Franciszek Dyner—skład wędlin w Częstochowie, ul. Humbertowska Nr. 32, od 5 kwietnia 1924 r. Własność Franciszka Dynera, zam. w Częstochowie, ul. Humbertowska 22. Prokury niema. Intercyzy nie posiada. — [253, 227, 450, 321]
register-entry: 2959. Ciana Glikman—sklep spożywczy w Częstochowie, Stary Rynek 14, czynne od 1 stycznia 1921 r. Własność Ciany Glikman, zam w Częstochowie, ul Mostowa 17. Prokury niema. Intercyzy nie posiada. — [899, 967, 1096, 1060]
register-entry: 2990. Aron-Josek i Zysman Bracia Krause—spółka firmowa do prowadzenia handlu manufakturą, z siedzibą w Częstochowie przy ul Ogrodowej Nr 13, czynne od 23 sierpnia 1925 r. Właścicielami są: Aron Josek Krause i Zysman Krause, obaj zam w Częstochowie, ul Ogrodowej № 13. Prokurentów niema. Spółka firmowa prowadzona jest na mocy aktu, zawartego u notarjusza Chrzanowskiego Częstochowie dnia 18 sierpnia 1925 r. za rep 3729 na przeciąg czasu nieograniczony. Zarząd spółki prowadzą obaj wspólnicy łącznie, wszelkie zobowiązania podpisują obaj wspólnicy łącznie lub każdy z nich oddzielnie pod pieczątką firmy; korespondencję—każdy pojedyńczo — [1387, 1350, 1584, 1619]
newspaper-page-left — [11, 11, 1123, 1613]
register-entry: 2913. Jan Firek—handel artykułami spożywczymi, wieś Kiedrzyn, gm. Grabówka, pow. Częstochowskiego, czynne od 1 stycznia 1923 r., oddziału niema. Własność Jana Firka, zam. w Kiedrzynie. Prokury niema. Intercyzy nie posiada. — [253, 692, 450, 799]
masthead: NOWINY CZĘSTOCHOWSKIE — [1448, 31, 1954, 56]
register-entry: 2943. Szlama Waga — wyrób kuśnierski w Częstochowie, ul Garncarska 23, czynne od 1 stycznia 1923 r. Własność Szlamy Waga, zam w Częstochowie, ul. Garncarska 19. Intercyzy nie posiada. — [684, 786, 881, 866]
register-entry: 3006. Kazimierz Piaszczyński wyrób guzików w Wierczycy, gm. Przyrów, pow. Częstochowskiego, od 1899 r. Własność Kazimierza Piaszczyńskiego, zam we wsi Wierczycy. Prokury niema. Intercyzy nie posiada. — [2033, 505, 2230, 599]
register-entry: ności przez pieczątkę łącznie. Korespondencję zwykłą pojedynczo podpisuje jeden z zarządców. — [1818, 597, 2015, 637]
register-entry: 2952. Goldberg Adolf—„Kino Nowy"—kinematograf Częstochowa, ul Panny Marji 43, czynne od 1925 r. Własność Goldberga Adolfa, zam w Częstochowie, ul. Panny Marji 43. Prokury niema. Intercyzy nie posiada. — [899, 322, 1096, 415]
register-entry: 2958. Roman Wolański—drobna sprzedaż węgla, Częstochowa, ul Warszawska № 122, czynne od 1 października 1925 r. Własność Romana Wolańskiego, zam w Częstochowie. Prokury niema. Intercyzy nie posiada. — [899, 867, 1096, 960]
